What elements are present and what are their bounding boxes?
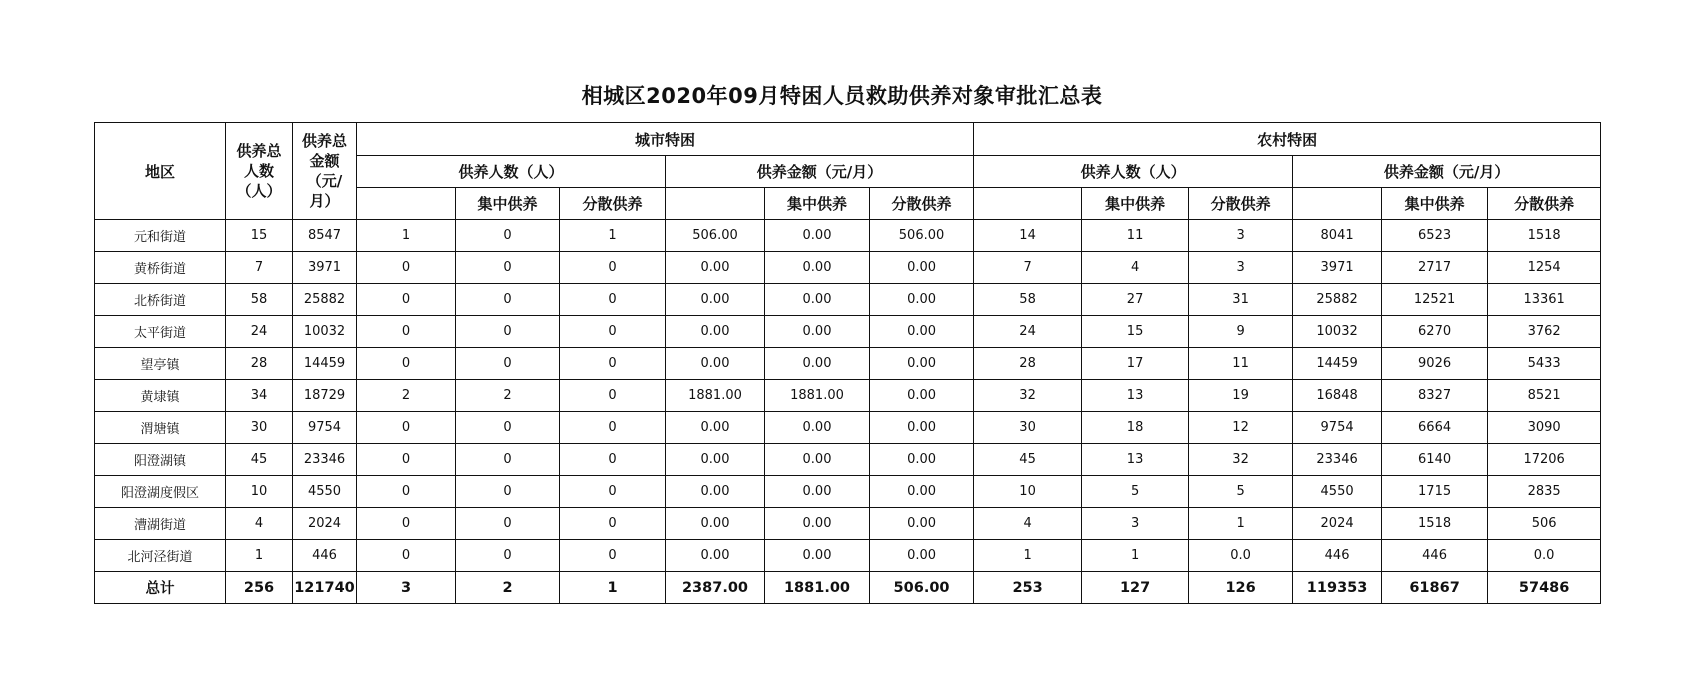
total-row [95,572,1601,604]
rural-amount-centralized-cell: 9026 [1382,348,1488,380]
rural-people-dispersed-cell: 3 [1189,252,1293,284]
urban-amount-cell: 506.00 [666,220,765,252]
rural-amount-cell: 16848 [1293,380,1382,412]
urban-amount-cell: 0.00 [666,508,765,540]
urban-amount-dispersed-cell: 506.00 [870,220,974,252]
header-blank [357,188,456,220]
header-total-amount: 供养总 金额 （元/ 月） [293,123,357,220]
rural-amount-cell: 4550 [1293,476,1382,508]
total-amount-cell: 4550 [293,476,357,508]
rural-amount-centralized-cell: 6140 [1382,444,1488,476]
urban-people-centralized-cell: 0 [456,412,560,444]
rural-people-centralized-cell: 5 [1082,476,1189,508]
total-amount-cell: 18729 [293,380,357,412]
rural-people-centralized-cell: 13 [1082,380,1189,412]
rural-people-cell: 1 [974,540,1082,572]
total-amount-cell: 10032 [293,316,357,348]
rural-amount-dispersed-cell: 17206 [1488,444,1601,476]
rural-amount-cell: 23346 [1293,444,1382,476]
urban-amount-centralized-cell: 0.00 [765,412,870,444]
total-amount-cell: 8547 [293,220,357,252]
rural-amount-centralized-cell: 8327 [1382,380,1488,412]
urban-amount-dispersed-cell: 0.00 [870,508,974,540]
rural-amount-centralized-cell: 6523 [1382,220,1488,252]
total-people-cell: 15 [226,220,293,252]
header-rural-amount: 供养金额（元/月） [1293,156,1601,188]
urban-people-centralized-cell: 2 [456,380,560,412]
urban-people-centralized-cell: 0 [456,508,560,540]
urban-people-dispersed-cell: 0 [560,252,666,284]
total-people-cell: 30 [226,412,293,444]
rural-amount-centralized-cell: 2717 [1382,252,1488,284]
urban-people-dispersed-cell: 0 [560,508,666,540]
rural-people-cell: 4 [974,508,1082,540]
region-cell: 北河泾街道 [95,540,226,572]
rural-amount-centralized-cell: 1715 [1382,476,1488,508]
urban-people-centralized-cell: 0 [456,348,560,380]
total-people-cell: 58 [226,284,293,316]
table-row [95,380,1601,412]
rural-amount-dispersed-cell: 506 [1488,508,1601,540]
rural-people-centralized-cell: 18 [1082,412,1189,444]
rural-people-centralized-cell: 4 [1082,252,1189,284]
total-people-cell: 28 [226,348,293,380]
urban-amount-centralized-cell: 0.00 [765,220,870,252]
table-row [95,444,1601,476]
region-cell: 渭塘镇 [95,412,226,444]
rural-amount-centralized-cell: 12521 [1382,284,1488,316]
urban-people-centralized-cell: 0 [456,220,560,252]
region-cell: 阳澄湖度假区 [95,476,226,508]
urban-people-dispersed-cell: 0 [560,284,666,316]
urban-amount-dispersed-cell: 0.00 [870,252,974,284]
header-blank [666,188,765,220]
total-people-cell: 1 [226,540,293,572]
header-urban-amount-dispersed: 分散供养 [870,188,974,220]
region-cell: 黄埭镇 [95,380,226,412]
total-people-cell: 45 [226,444,293,476]
table-row [95,316,1601,348]
rural-people-centralized-cell: 15 [1082,316,1189,348]
rural-people-dispersed-cell: 3 [1189,220,1293,252]
region-cell: 漕湖街道 [95,508,226,540]
total-amount-cell: 9754 [293,412,357,444]
rural-amount-cell: 9754 [1293,412,1382,444]
table-body [95,220,1601,604]
rural-people-cell: 7 [974,252,1082,284]
rural-people-cell: 14 [974,220,1082,252]
urban-amount-centralized-cell: 0.00 [765,284,870,316]
urban-people-cell: 0 [357,412,456,444]
rural-people-centralized-cell: 13 [1082,444,1189,476]
header-rural-people: 供养人数（人） [974,156,1293,188]
header-urban-amount: 供养金额（元/月） [666,156,974,188]
rural-people-cell: 45 [974,444,1082,476]
total-people-cell: 34 [226,380,293,412]
rural-people-cell: 253 [974,572,1082,604]
rural-people-cell: 58 [974,284,1082,316]
urban-people-dispersed-cell: 0 [560,316,666,348]
table-row [95,252,1601,284]
urban-amount-dispersed-cell: 0.00 [870,284,974,316]
rural-people-dispersed-cell: 19 [1189,380,1293,412]
urban-amount-dispersed-cell: 0.00 [870,380,974,412]
urban-amount-centralized-cell: 0.00 [765,316,870,348]
urban-amount-centralized-cell: 0.00 [765,252,870,284]
total-amount-cell: 25882 [293,284,357,316]
rural-amount-centralized-cell: 6270 [1382,316,1488,348]
urban-people-cell: 3 [357,572,456,604]
urban-people-centralized-cell: 0 [456,540,560,572]
rural-people-cell: 10 [974,476,1082,508]
rural-people-dispersed-cell: 0.0 [1189,540,1293,572]
region-cell: 阳澄湖镇 [95,444,226,476]
rural-people-centralized-cell: 11 [1082,220,1189,252]
header-urban-amount-centralized: 集中供养 [765,188,870,220]
header-urban-people-centralized: 集中供养 [456,188,560,220]
rural-amount-centralized-cell: 6664 [1382,412,1488,444]
total-amount-cell: 2024 [293,508,357,540]
rural-amount-centralized-cell: 61867 [1382,572,1488,604]
urban-people-dispersed-cell: 0 [560,540,666,572]
rural-people-dispersed-cell: 5 [1189,476,1293,508]
rural-amount-dispersed-cell: 13361 [1488,284,1601,316]
table-row [95,284,1601,316]
total-people-cell: 7 [226,252,293,284]
urban-amount-dispersed-cell: 0.00 [870,476,974,508]
urban-people-cell: 0 [357,316,456,348]
urban-amount-dispersed-cell: 506.00 [870,572,974,604]
urban-amount-dispersed-cell: 0.00 [870,412,974,444]
urban-amount-cell: 2387.00 [666,572,765,604]
total-amount-cell: 23346 [293,444,357,476]
header-rural: 农村特困 [974,123,1601,156]
region-cell: 黄桥街道 [95,252,226,284]
rural-people-cell: 24 [974,316,1082,348]
header-rural-amount-dispersed: 分散供养 [1488,188,1601,220]
urban-amount-dispersed-cell: 0.00 [870,316,974,348]
rural-people-cell: 30 [974,412,1082,444]
urban-people-centralized-cell: 0 [456,316,560,348]
rural-people-centralized-cell: 17 [1082,348,1189,380]
rural-amount-cell: 2024 [1293,508,1382,540]
urban-amount-dispersed-cell: 0.00 [870,444,974,476]
header-urban-people-dispersed: 分散供养 [560,188,666,220]
urban-people-cell: 0 [357,284,456,316]
rural-people-centralized-cell: 27 [1082,284,1189,316]
table-row [95,540,1601,572]
urban-people-cell: 0 [357,444,456,476]
table-row [95,508,1601,540]
total-amount-cell: 121740 [293,572,357,604]
rural-amount-dispersed-cell: 0.0 [1488,540,1601,572]
urban-amount-centralized-cell: 1881.00 [765,572,870,604]
total-people-cell: 10 [226,476,293,508]
header-urban-people: 供养人数（人） [357,156,666,188]
table-row [95,412,1601,444]
rural-people-centralized-cell: 3 [1082,508,1189,540]
table-row [95,220,1601,252]
rural-amount-cell: 25882 [1293,284,1382,316]
rural-people-centralized-cell: 127 [1082,572,1189,604]
header-rural-amount-centralized: 集中供养 [1382,188,1488,220]
urban-people-centralized-cell: 0 [456,252,560,284]
header-region: 地区 [95,123,226,220]
urban-amount-centralized-cell: 0.00 [765,348,870,380]
urban-amount-cell: 0.00 [666,476,765,508]
header-rural-people-dispersed: 分散供养 [1189,188,1293,220]
rural-amount-centralized-cell: 1518 [1382,508,1488,540]
region-cell: 望亭镇 [95,348,226,380]
rural-amount-dispersed-cell: 3762 [1488,316,1601,348]
header-blank [1293,188,1382,220]
urban-people-dispersed-cell: 0 [560,412,666,444]
urban-amount-centralized-cell: 0.00 [765,476,870,508]
rural-people-dispersed-cell: 1 [1189,508,1293,540]
total-people-cell: 4 [226,508,293,540]
rural-amount-dispersed-cell: 8521 [1488,380,1601,412]
urban-people-cell: 1 [357,220,456,252]
header-blank [974,188,1082,220]
total-people-cell: 24 [226,316,293,348]
urban-amount-centralized-cell: 0.00 [765,540,870,572]
urban-people-cell: 0 [357,252,456,284]
urban-people-cell: 0 [357,476,456,508]
total-amount-cell: 14459 [293,348,357,380]
header-urban: 城市特困 [357,123,974,156]
rural-amount-cell: 8041 [1293,220,1382,252]
urban-amount-cell: 1881.00 [666,380,765,412]
total-amount-cell: 3971 [293,252,357,284]
urban-people-centralized-cell: 0 [456,284,560,316]
urban-people-centralized-cell: 2 [456,572,560,604]
rural-people-dispersed-cell: 9 [1189,316,1293,348]
region-cell: 元和街道 [95,220,226,252]
urban-amount-cell: 0.00 [666,316,765,348]
rural-amount-centralized-cell: 446 [1382,540,1488,572]
urban-people-cell: 0 [357,348,456,380]
urban-people-dispersed-cell: 0 [560,444,666,476]
region-cell: 北桥街道 [95,284,226,316]
urban-amount-centralized-cell: 1881.00 [765,380,870,412]
header-total-people: 供养总 人数 （人） [226,123,293,220]
urban-amount-centralized-cell: 0.00 [765,508,870,540]
rural-people-dispersed-cell: 32 [1189,444,1293,476]
rural-people-cell: 28 [974,348,1082,380]
urban-amount-dispersed-cell: 0.00 [870,348,974,380]
rural-amount-cell: 446 [1293,540,1382,572]
table-row [95,348,1601,380]
rural-amount-dispersed-cell: 1518 [1488,220,1601,252]
urban-people-dispersed-cell: 1 [560,220,666,252]
header-rural-people-centralized: 集中供养 [1082,188,1189,220]
total-amount-cell: 446 [293,540,357,572]
region-cell: 总计 [95,572,226,604]
rural-amount-cell: 3971 [1293,252,1382,284]
rural-amount-cell: 14459 [1293,348,1382,380]
rural-people-cell: 32 [974,380,1082,412]
urban-amount-cell: 0.00 [666,444,765,476]
urban-amount-dispersed-cell: 0.00 [870,540,974,572]
rural-people-dispersed-cell: 31 [1189,284,1293,316]
rural-amount-dispersed-cell: 57486 [1488,572,1601,604]
urban-amount-centralized-cell: 0.00 [765,444,870,476]
urban-people-cell: 2 [357,380,456,412]
rural-amount-cell: 119353 [1293,572,1382,604]
summary-table [94,122,1601,604]
rural-people-centralized-cell: 1 [1082,540,1189,572]
rural-people-dispersed-cell: 126 [1189,572,1293,604]
total-people-cell: 256 [226,572,293,604]
urban-people-cell: 0 [357,508,456,540]
urban-amount-cell: 0.00 [666,348,765,380]
rural-people-dispersed-cell: 11 [1189,348,1293,380]
table-row [95,476,1601,508]
rural-amount-dispersed-cell: 5433 [1488,348,1601,380]
region-cell: 太平街道 [95,316,226,348]
urban-amount-cell: 0.00 [666,412,765,444]
rural-amount-dispersed-cell: 3090 [1488,412,1601,444]
rural-amount-cell: 10032 [1293,316,1382,348]
urban-people-dispersed-cell: 0 [560,476,666,508]
rural-amount-dispersed-cell: 2835 [1488,476,1601,508]
urban-people-dispersed-cell: 1 [560,572,666,604]
urban-people-cell: 0 [357,540,456,572]
urban-amount-cell: 0.00 [666,284,765,316]
urban-amount-cell: 0.00 [666,252,765,284]
rural-amount-dispersed-cell: 1254 [1488,252,1601,284]
page-title: 相城区2020年09月特困人员救助供养对象审批汇总表 [581,84,1103,108]
urban-amount-cell: 0.00 [666,540,765,572]
urban-people-centralized-cell: 0 [456,444,560,476]
urban-people-dispersed-cell: 0 [560,380,666,412]
urban-people-dispersed-cell: 0 [560,348,666,380]
rural-people-dispersed-cell: 12 [1189,412,1293,444]
urban-people-centralized-cell: 0 [456,476,560,508]
